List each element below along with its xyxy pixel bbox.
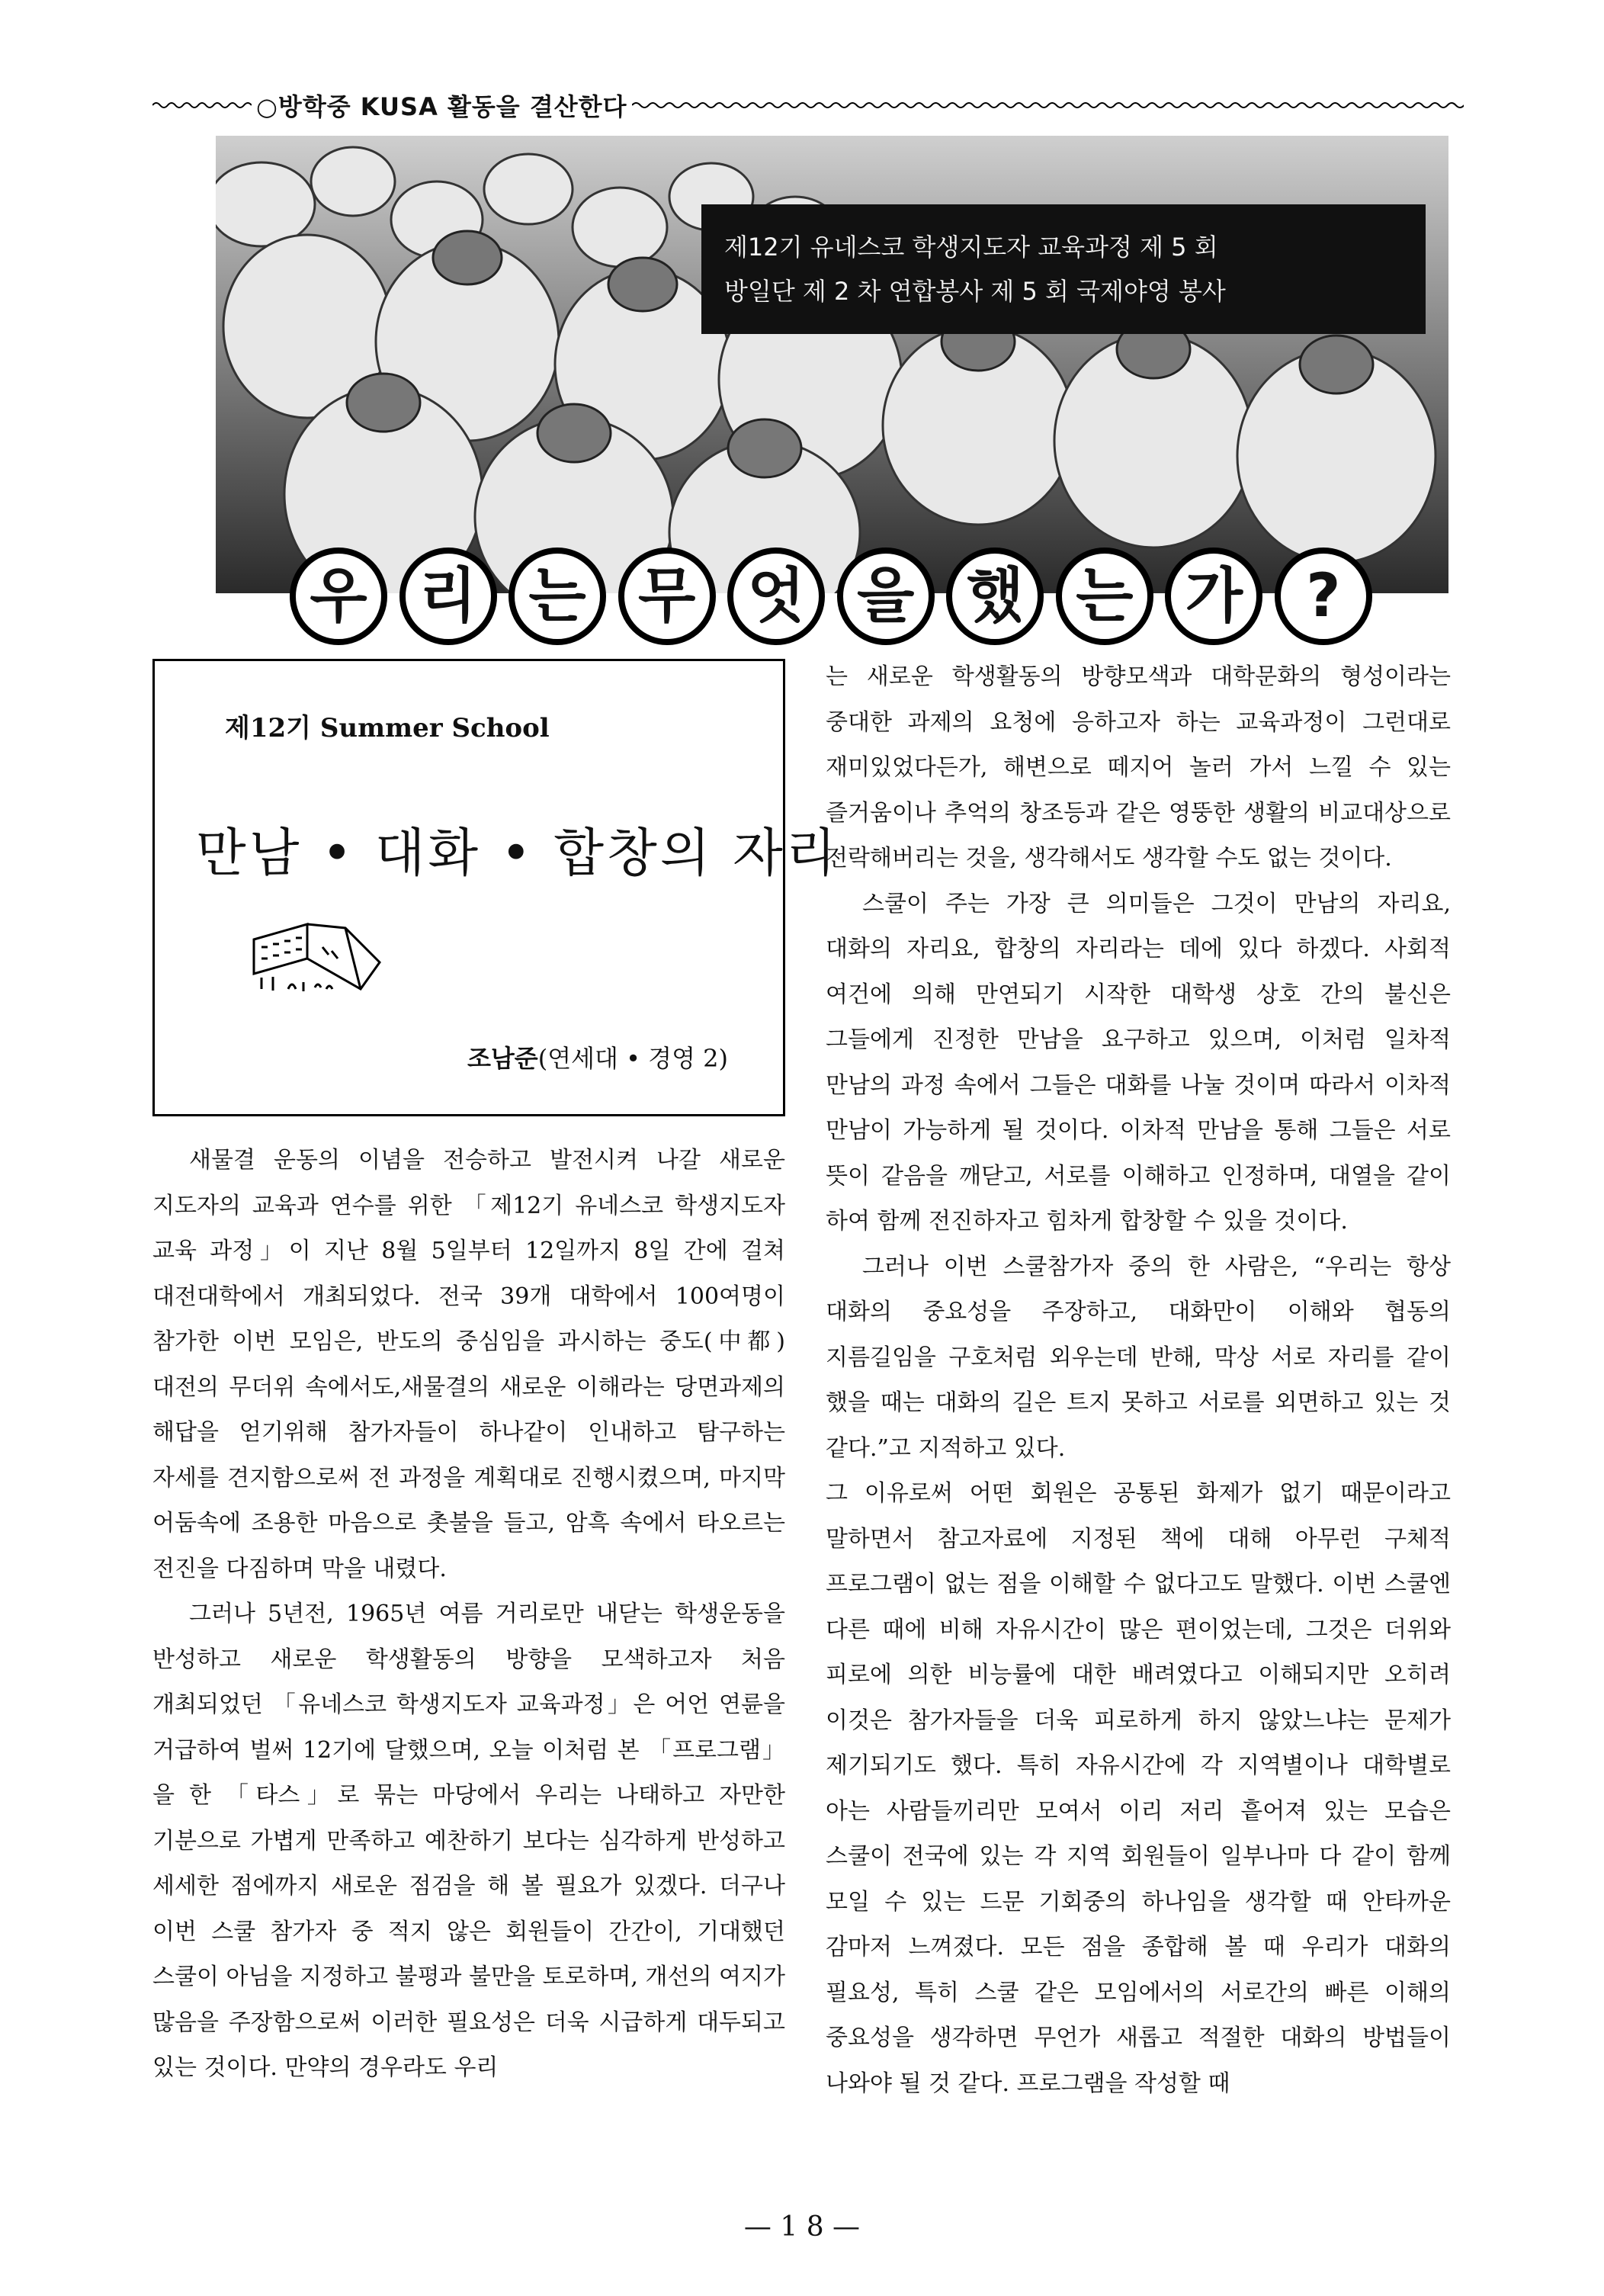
article-title: 만남 • 대화 • 합창의 자리	[196, 824, 839, 884]
title-char: 무	[618, 548, 716, 645]
title-char: 했	[946, 548, 1044, 645]
article-body-right-column	[826, 654, 1451, 2106]
body-paragraph: 그 이유로써 어떤 회원은 공통된 화제가 없기 때문이라고 말하면서 참고자료에 지정된 책에 대해 아무런 구체적 프로그램이 없는 점을 이해할 수 없다고도 말했다. 이번 스쿨엔 다른 때에 비해 자유시간이 많은 편이었는데, 그것은 더위와 피로에 의한 비능률에 대한 배려였다고 이해되지만 오히려 이것은 참가자들을 더욱 피로하게 하지 않았느냐는 문제가 제기되기도 했다. 특히 자유시간에 각 지역별이나 대학별로 아는 사람들끼리만 모여서 이리 저리 흩어져 있는 모습은 스쿨이 전국에 있는 각 지역 회원들이 일부나마 다 같이 함께 모일 수 있는 드문 기회중의 하나임을 생각할 때 안타까운 감마저 느껴졌다. 모든 점을 종합해 볼 때 우리가 대화의 필요성, 특히 스쿨 같은 모임에서의 서로간의 빠른 이해의 중요성을 생각하면 무언가 새롭고 적절한 대화의 방법들이 나와야 될 것 같다. 프로그램을 작성할 때	[826, 1480, 1451, 2097]
title-char: 는	[1056, 548, 1153, 645]
body-paragraph: 그러나 5년전, 1965년 여름 거리로만 내닫는 학생운동을 반성하고 새로운 학생활동의 방향을 모색하고자 처음 개최되었던 「유네스코 학생지도자 교육과정」은 어언 연륜을 거급하여 벌써 12기에 달했으며, 오늘 이처럼 본 「프로그램」을 한 「타스」로 묶는 마당에서 우리는 나태하고 자만한 기분으로 가볍게 만족하고 예찬하기 보다는 심각하게 반성하고 세세한 점에까지 새로운 점검을 해 볼 필요가 있겠다. 더구나 이번 스쿨 참가자 중 적지 않은 회원들이 간간이, 기대했던 스쿨이 아님을 지정하고 불평과 불만을 토로하며, 개선의 여지가 많음을 주장함으로써 이러한 필요성은 더욱 시급하게 대두되고 있는 것이다. 만약의 경우라도 우리	[152, 1601, 785, 2081]
title-char: 엇	[727, 548, 825, 645]
title-char: 을	[837, 548, 935, 645]
school-building-sketch	[246, 913, 399, 1004]
title-char: 우	[290, 548, 387, 645]
author-byline	[467, 1039, 728, 1074]
section-header	[152, 90, 1464, 120]
title-char: 가	[1165, 548, 1262, 645]
body-paragraph: 그러나 이번 스쿨참가자 중의 한 사람은, “우리는 항상 대화의 중요성을 주장하고, 대화만이 이해와 협동의 지름길임을 구호처럼 외우는데 반해, 막상 서로 자리를 같이 했을 때는 대화의 길은 트지 못하고 서로를 외면하고 있는 것 같다.”고 지적하고 있다.	[826, 1253, 1451, 1462]
body-paragraph: 새물결 운동의 이념을 전승하고 발전시켜 나갈 새로운 지도자의 교육과 연수를 위한 「제12기 유네스코 학생지도자 교육 과정」이 지난 8월 5일부터 12일까지 8일 간에 걸쳐 대전대학에서 개최되었다. 전국 39개 대학에서 100여명이 참가한 이번 모임은, 반도의 중심임을 과시하는 중도(中都) 대전의 무더위 속에서도,새물결의 새로운 이해라는 당면과제의 해답을 얻기위해 참가자들이 하나같이 인내하고 탐구하는 자세를 견지함으로써 전 과정을 계획대로 진행시켰으며, 마지막 어둠속에 조용한 마음으로 촛불을 들고, 암흑 속에서 타오르는 전진을 다짐하며 막을 내렸다.	[152, 1147, 785, 1582]
crowd-photo	[216, 136, 1448, 593]
main-title	[290, 543, 1372, 650]
body-paragraph: 스쿨이 주는 가장 큰 의미들은 그것이 만남의 자리요, 대화의 자리요, 합창의 자리라는 데에 있다 하겠다. 사회적 여건에 의해 만연되기 시작한 대학생 상호 간의 불신은 그들에게 진정한 만남을 요구하고 있으며, 이처럼 일차적 만남의 과정 속에서 그들은 대화를 나눌 것이며 따라서 이차적 만남이 가능하게 될 것이다. 이차적 만남을 통해 그들은 서로 뜻이 같음을 깨닫고, 서로를 이해하고 인정하며, 대열을 같이 하여 함께 전진하자고 힘차게 합창할 수 있을 것이다.	[826, 890, 1451, 1235]
page-number: — 1 8 —	[743, 2211, 861, 2243]
title-char: 리	[399, 548, 497, 645]
wavy-rule-left	[152, 101, 252, 110]
title-char: ?	[1275, 548, 1372, 645]
body-paragraph: 는 새로운 학생활동의 방향모색과 대학문화의 형성이라는 중대한 과제의 요청에 응하고자 하는 교육과정이 그런대로 재미있었다든가, 해변으로 떼지어 놀러 가서 느낄 수 있는 즐거움이나 추억의 창조등과 같은 영뚱한 생활의 비교대상으로 전락해버리는 것을, 생각해서도 생각할 수도 없는 것이다.	[826, 663, 1451, 872]
article-body-left-column	[152, 1138, 785, 2091]
wavy-rule-right	[632, 101, 1464, 110]
author-name: 조남준	[467, 1044, 538, 1073]
photo-caption-line-2: 방일단 제 2 차 연합봉사 제 5 회 국제야영 봉사	[724, 277, 1226, 306]
title-char: 는	[508, 548, 606, 645]
article-title-box	[152, 659, 839, 1116]
section-header-title: ○방학중 KUSA 활동을 결산한다	[256, 92, 627, 121]
author-affiliation: (연세대 • 경영 2)	[537, 1044, 728, 1073]
photo-caption-line-1: 제12기 유네스코 학생지도자 교육과정 제 5 회	[724, 233, 1218, 262]
article-series: 제12기 Summer School	[225, 713, 550, 743]
photo-caption	[701, 204, 1426, 334]
